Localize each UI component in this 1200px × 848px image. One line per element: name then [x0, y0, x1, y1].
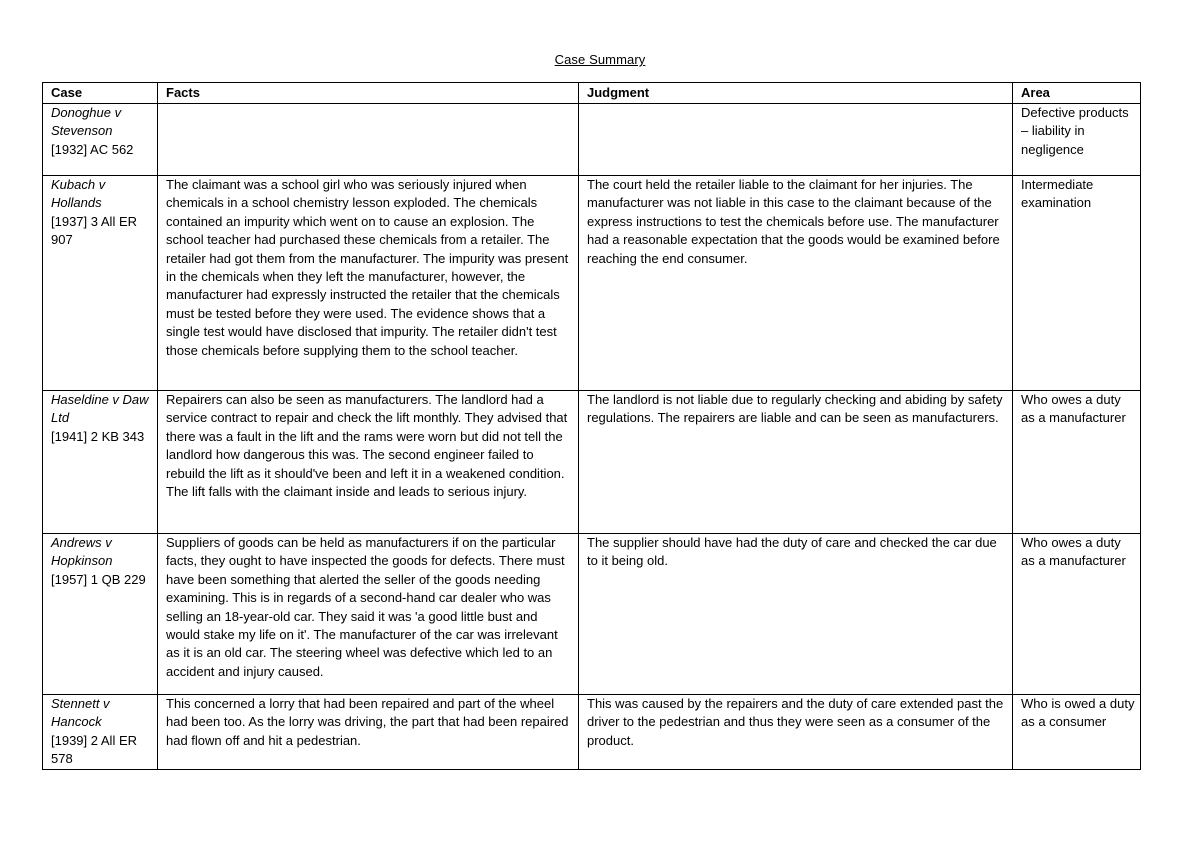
case-citation: [1957] 1 QB 229 [51, 571, 146, 587]
case-citation: [1937] 3 All ER 907 [51, 213, 137, 248]
table-row [43, 176, 1141, 391]
judgment-cell: The supplier should have had the duty of care and checked the car due to it being old. [579, 534, 1013, 695]
judgment-cell [579, 104, 1013, 176]
document-title: Case Summary [554, 52, 646, 67]
case-name: Stennett v Hancock [51, 696, 110, 730]
case-cell [43, 176, 158, 391]
judgment-cell: The court held the retailer liable to the claimant for her injuries. The manufacturer was not liable in this case to the claimant because of the express instructions to test the chemicals before use. The manufacturer had a reasonable expectation that the goods would be examined before reaching the end consumer. [579, 176, 1013, 391]
header-judgment: Judgment [579, 83, 1013, 104]
case-name: Donoghue v Stevenson [51, 105, 122, 139]
facts-cell: Suppliers of goods can be held as manufacturers if on the particular facts, they ought to have inspected the goods for defects. There must have been something that alerted the seller of the goods needing examining. This is in regards of a second-hand car dealer who was selling an 18-year-old car. They said it was 'a good little bust and would stake my life on it'. The manufacturer of the car was irrelevant as it is an old car. The steering wheel was defective which led to an accident and injury caused. [158, 534, 579, 695]
table-row [43, 391, 1141, 534]
area-cell: Who owes a duty as a manufacturer [1013, 391, 1141, 534]
judgment-cell: This was caused by the repairers and the duty of care extended past the driver to the pedestrian and thus they were seen as a consumer of the product. [579, 695, 1013, 770]
case-name: Haseldine v Daw Ltd [51, 392, 149, 426]
case-name: Kubach v Hollands [51, 177, 106, 211]
case-citation: [1939] 2 All ER 578 [51, 732, 137, 767]
case-cell [43, 534, 158, 695]
area-cell: Intermediate examination [1013, 176, 1141, 391]
facts-cell: The claimant was a school girl who was seriously injured when chemicals in a school chemistry lesson exploded. The chemicals contained an impurity which went on to cause an explosion. The school teacher had purchased these chemicals from a retailer. The retailer had got them from the manufacturer. The impurity was present in the chemicals when they left the manufacturer, however, the manufacturer had expressly instructed the retailer that the chemicals must be tested before they were used. The evidence shows that a single test would have disclosed that impurity. The retailer didn't test those chemicals before supplying them to the school teacher. [158, 176, 579, 391]
facts-cell: Repairers can also be seen as manufacturers. The landlord had a service contract to repair and check the lift monthly. They advised that there was a fault in the lift and the rams were worn but did not tell the landlord how dangerous this was. The second engineer failed to rebuild the lift as it should've been and left it in a weakened condition. The lift falls with the claimant inside and leads to serious injury. [158, 391, 579, 534]
header-facts: Facts [158, 83, 579, 104]
facts-cell: This concerned a lorry that had been repaired and part of the wheel had been too. As the lorry was driving, the part that had been repaired had flown off and hit a pedestrian. [158, 695, 579, 770]
area-cell: Defective products – liability in negligence [1013, 104, 1141, 176]
case-citation: [1932] AC 562 [51, 141, 134, 157]
header-case: Case [43, 83, 158, 104]
table-row [43, 695, 1141, 770]
case-cell [43, 104, 158, 176]
case-summary-table [42, 82, 1141, 770]
table-header-row [43, 83, 1141, 104]
table-row [43, 534, 1141, 695]
case-citation: [1941] 2 KB 343 [51, 428, 145, 444]
case-cell [43, 391, 158, 534]
facts-cell [158, 104, 579, 176]
judgment-cell: The landlord is not liable due to regularly checking and abiding by safety regulations. The repairers are liable and can be seen as manufacturers. [579, 391, 1013, 534]
header-area: Area [1013, 83, 1141, 104]
area-cell: Who owes a duty as a manufacturer [1013, 534, 1141, 695]
table-row [43, 104, 1141, 176]
case-name: Andrews v Hopkinson [51, 535, 113, 569]
area-cell: Who is owed a duty as a consumer [1013, 695, 1141, 770]
case-cell [43, 695, 158, 770]
